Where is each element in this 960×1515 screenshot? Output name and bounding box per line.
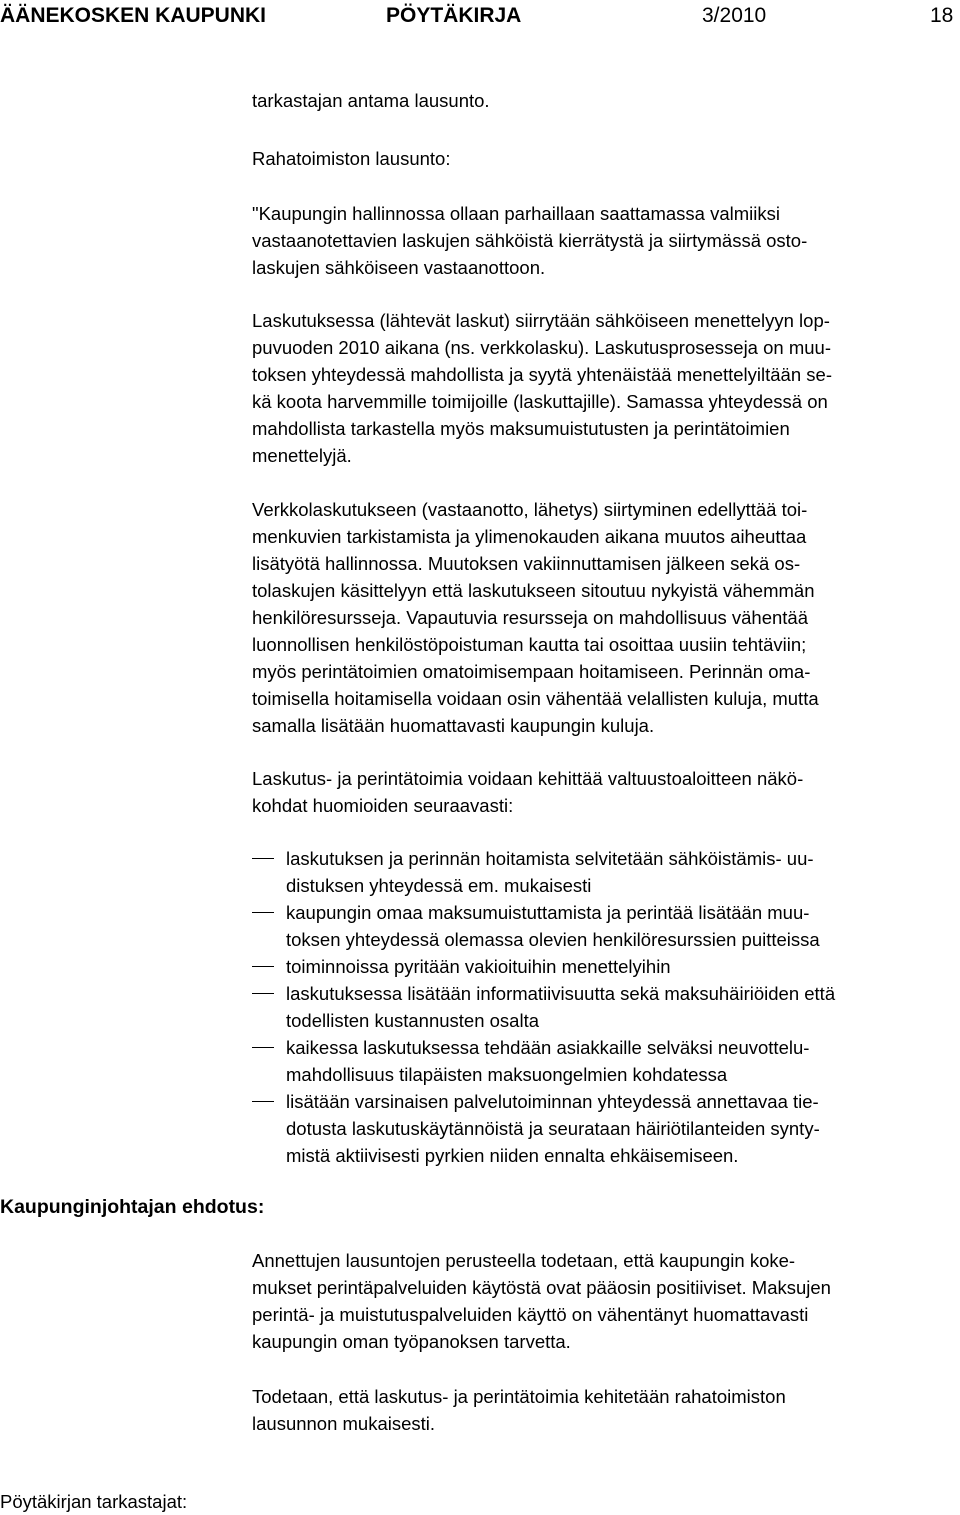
- list-item: [252, 980, 960, 1034]
- proposal-paragraph-2: Todetaan, että laskutus- ja perintätoimia kehitetään rahatoimiston lausunnon mukaisesti.: [252, 1386, 786, 1434]
- proposal-label: Kaupunginjohtajan ehdotus:: [0, 1196, 265, 1218]
- dash-bullet: [252, 966, 274, 967]
- page-header: [0, 0, 960, 30]
- list-item: [252, 899, 960, 953]
- page-number: 18: [930, 4, 954, 27]
- statement-paragraph-3: Verkkolaskutukseen (vastaanotto, lähetys) siirtyminen edellyttää toi- menkuvien tarkistamista ja ylimenokauden aikana muutos aiheuttaa lisätyötä hallinnossa. Muutoksen vakiinnuttamisen jälkeen sekä os- tolaskujen käsittelyyn että laskutukseen sitoutuu nykyistä vähemmän henkilöresursseja. Vapautuvia resursseja on mahdollisuus vähentää luonnollisen henkilöstöpoistuman kautta tai osoittaa uusiin tehtäviin; myös perintätoimien omatoimisempaan hoitamiseen. Perinnän oma- toimisella hoitamisella voidaan osin vähentää velallisten kuluja, mutta samalla lisätään huomattavasti kaupungin kuluja.: [252, 499, 819, 736]
- dash-bullet: [252, 1101, 274, 1102]
- list-item-text: laskutuksen ja perinnän hoitamista selvitetään sähköistämis- uu- distuksen yhteydessä em. mukaisesti: [286, 848, 814, 896]
- list-item: [252, 1088, 960, 1169]
- measures-list: [252, 845, 960, 1169]
- document-body: [252, 87, 960, 1434]
- dash-bullet: [252, 912, 274, 913]
- list-item: [252, 953, 960, 980]
- list-item: [252, 845, 960, 899]
- statement-paragraph-1: "Kaupungin hallinnossa ollaan parhaillaan saattamassa valmiiksi vastaanotettavien laskujen sähköistä kierrätystä ja siirtymässä osto- laskujen sähköiseen vastaanottoon.: [252, 203, 808, 278]
- document-type: PÖYTÄKIRJA: [386, 4, 522, 27]
- list-item: [252, 1034, 960, 1088]
- list-item-text: laskutuksessa lisätään informatiivisuutta sekä maksuhäiriöiden että todellisten kustannusten osalta: [286, 983, 836, 1031]
- statement-title: Rahatoimiston lausunto:: [252, 148, 451, 169]
- statement-paragraph-2: Laskutuksessa (lähtevät laskut) siirrytään sähköiseen menettelyyn lop- puvuoden 2010 aikana (ns. verkkolasku). Laskutusprosesseja on muu- toksen yhteydessä mahdollista ja syytä yhtenäistää menettelyiltään se- kä koota harvemmille toimijoille (laskuttajille). Samassa yhteydessä on mahdollista tarkastella myös maksumuistutusten ja perintätoimien menettelyjä.: [252, 310, 832, 466]
- dash-bullet: [252, 993, 274, 994]
- organization-name: ÄÄNEKOSKEN KAUPUNKI: [0, 4, 267, 27]
- dash-bullet: [252, 1047, 274, 1048]
- dash-bullet: [252, 858, 274, 859]
- list-item-text: toiminnoissa pyritään vakioituihin menettelyihin: [286, 956, 671, 977]
- intro-line: tarkastajan antama lausunto.: [252, 90, 490, 111]
- list-item-text: kaupungin omaa maksumuistuttamista ja perintää lisätään muu- toksen yhteydessä olemassa olevien henkilöresurssien puitteissa: [286, 902, 820, 950]
- list-item-text: lisätään varsinaisen palvelutoiminnan yhteydessä annettavaa tie- dotusta laskutuskäytännöistä ja seurataan häiriötilanteiden synty- mistä aktiivisesti pyrkien niiden ennalta ehkäisemiseen.: [286, 1091, 820, 1166]
- document-number: 3/2010: [702, 4, 767, 27]
- list-item-text: kaikessa laskutuksessa tehdään asiakkaille selväksi neuvottelu- mahdollisuus tilapäisten maksuongelmien kohdatessa: [286, 1037, 810, 1085]
- reviewers-label: Pöytäkirjan tarkastajat:: [0, 1491, 188, 1512]
- proposal-paragraph-1: Annettujen lausuntojen perusteella todetaan, että kaupungin koke- mukset perintäpalveluiden käytöstä ovat pääosin positiiviset. Maksujen perintä- ja muistutuspalveluiden käyttö on vähentänyt huomattavasti kaupungin oman työpanoksen tarvetta.: [252, 1250, 831, 1352]
- statement-paragraph-4: Laskutus- ja perintätoimia voidaan kehittää valtuustoaloitteen näkö- kohdat huomioiden seuraavasti:: [252, 768, 804, 816]
